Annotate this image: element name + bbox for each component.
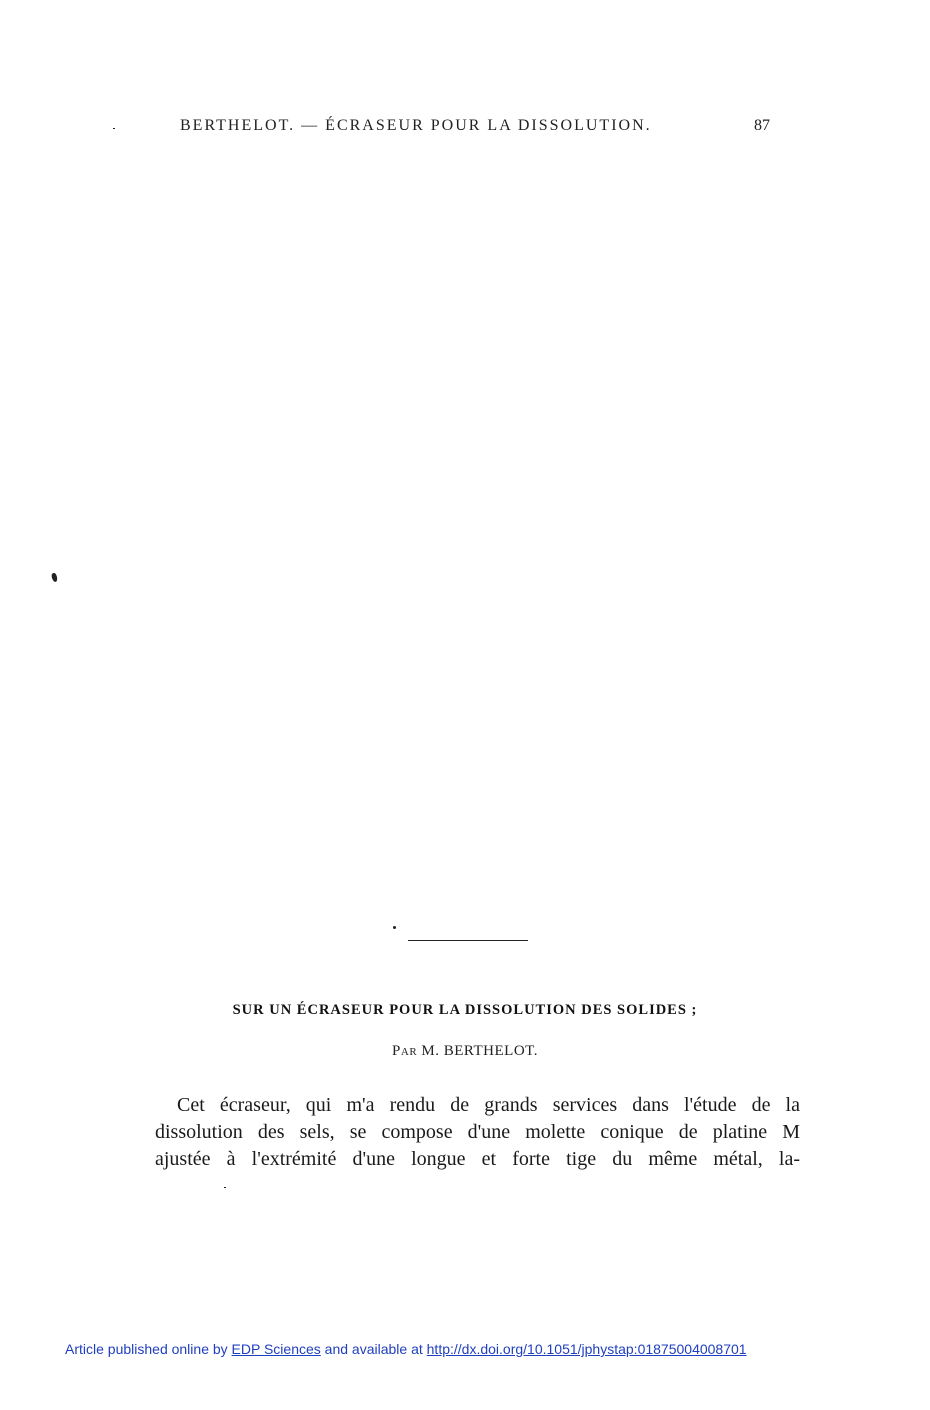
body-line: Cet écraseur, qui m'a rendu de grands services dans l'étude de la	[177, 1094, 800, 1116]
byline-author: M. BERTHELOT.	[421, 1043, 538, 1059]
page-number: 87	[754, 117, 770, 134]
body-paragraph	[155, 1092, 800, 1173]
byline-prefix: Par	[392, 1043, 418, 1059]
scan-speck	[113, 128, 115, 129]
scan-speck	[51, 573, 58, 583]
scan-speck	[393, 926, 396, 929]
running-head	[180, 117, 770, 135]
running-title: BERTHELOT. — ÉCRASEUR POUR LA DISSOLUTION.	[180, 117, 652, 134]
publication-footer	[65, 1341, 747, 1357]
publisher-link[interactable]: EDP Sciences	[231, 1341, 321, 1357]
footer-prefix: Article published online by	[65, 1341, 228, 1357]
footer-middle: and available at	[324, 1341, 423, 1357]
section-separator	[408, 940, 528, 941]
body-line: ajustée à l'extrémité d'une longue et forte tige du même métal, la-	[155, 1148, 800, 1170]
doi-link[interactable]: http://dx.doi.org/10.1051/jphystap:01875004008701	[426, 1341, 747, 1357]
article-title: SUR UN ÉCRASEUR POUR LA DISSOLUTION DES SOLIDES ;	[232, 1002, 698, 1018]
byline	[0, 1043, 930, 1060]
body-line: dissolution des sels, se compose d'une molette conique de platine M	[155, 1121, 800, 1143]
scan-speck	[224, 1187, 226, 1188]
